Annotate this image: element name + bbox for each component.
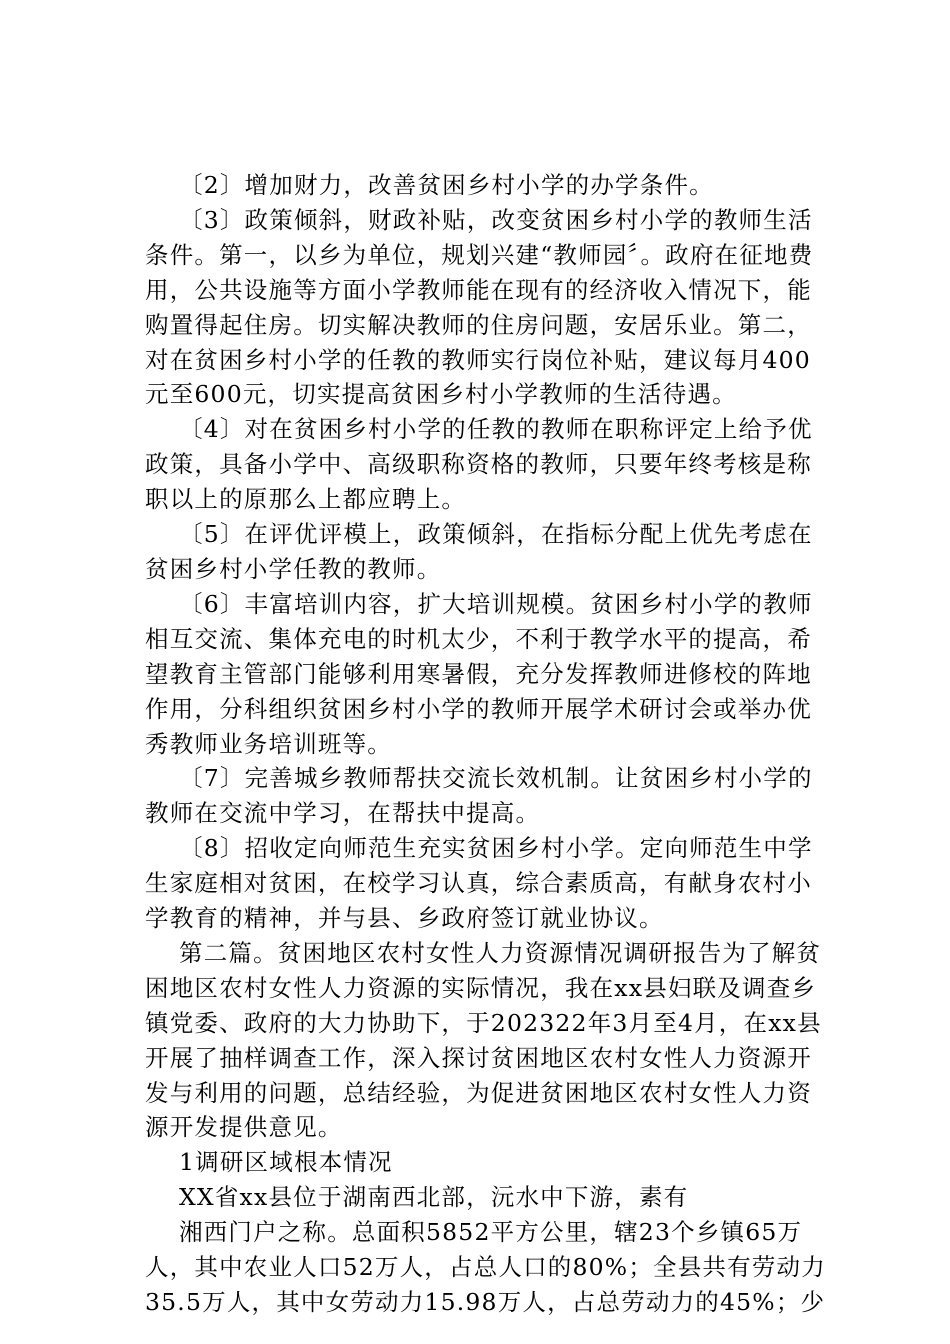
paragraph-item-5: 〔5〕在评优评模上，政策倾斜，在指标分配上优先考虑在贫困乡村小学任教的教师。 [145, 520, 813, 583]
paragraph-second-chapter: 第二篇。贫困地区农村女性人力资源情况调研报告为了解贫困地区农村女性人力资源的实际情况，我在xx县妇联及调查乡镇党委、政府的大力协助下，于202322年3月至4月，在xx县开展了抽样调查工作，深入探讨贫困地区农村女性人力资源开发与利用的问题，总结经验，为促进贫困地区农村女性人力资源开发提供意见。 [145, 938, 822, 1142]
paragraph-item-2: 〔2〕增加财力，改善贫困乡村小学的办学条件。 [179, 171, 714, 199]
paragraph-region-stats: 湘西门户之称。总面积5852平方公里，辖23个乡镇65万人，其中农业人口52万人，占总人口的80%；全县共有劳动力35.5万人，其中女劳动力15.98万人，占总劳动力的45%；少 [145, 1218, 826, 1316]
section-heading: 1调研区域根本情况 [179, 1148, 393, 1177]
paragraph-item-3: 〔3〕政策倾斜，财政补贴，改变贫困乡村小学的教师生活条件。第一，以乡为单位，规划兴建“教师园〞。政府在征地费用，公共设施等方面小学教师能在现有的经济收入情况下，能购置得起住房。切实解决教师的住房问题，安居乐业。第二，对在贫困乡村小学的任教的教师实行岗位补贴，建议每月400元至600元，切实提高贫困乡村小学教师的生活待遇。 [145, 205, 814, 409]
document-body [145, 168, 835, 1320]
paragraph-item-4: 〔4〕对在贫困乡村小学的任教的教师在职称评定上给予优政策，具备小学中、高级职称资格的教师，只要年终考核是称职以上的原那么上都应聘上。 [145, 415, 813, 514]
paragraph-region-intro: XX省xx县位于湖南西北部，沅水中下游，素有 [179, 1183, 689, 1212]
paragraph-item-7: 〔7〕完善城乡教师帮扶交流长效机制。让贫困乡村小学的教师在交流中学习，在帮扶中提高。 [145, 764, 813, 828]
paragraph-item-6: 〔6〕丰富培训内容，扩大培训规模。贫困乡村小学的教师相互交流、集体充电的时机太少，不利于教学水平的提高，希望教育主管部门能够利用寒暑假，充分发挥教师进修校的阵地作用，分科组织贫困乡村小学的教师开展学术研讨会或举办优秀教师业务培训班等。 [145, 589, 813, 758]
paragraph-item-8: 〔8〕招收定向师范生充实贫困乡村小学。定向师范生中学生家庭相对贫困，在校学习认真，综合素质高，有献身农村小学教育的精神，并与县、乡政府签订就业协议。 [145, 834, 813, 933]
